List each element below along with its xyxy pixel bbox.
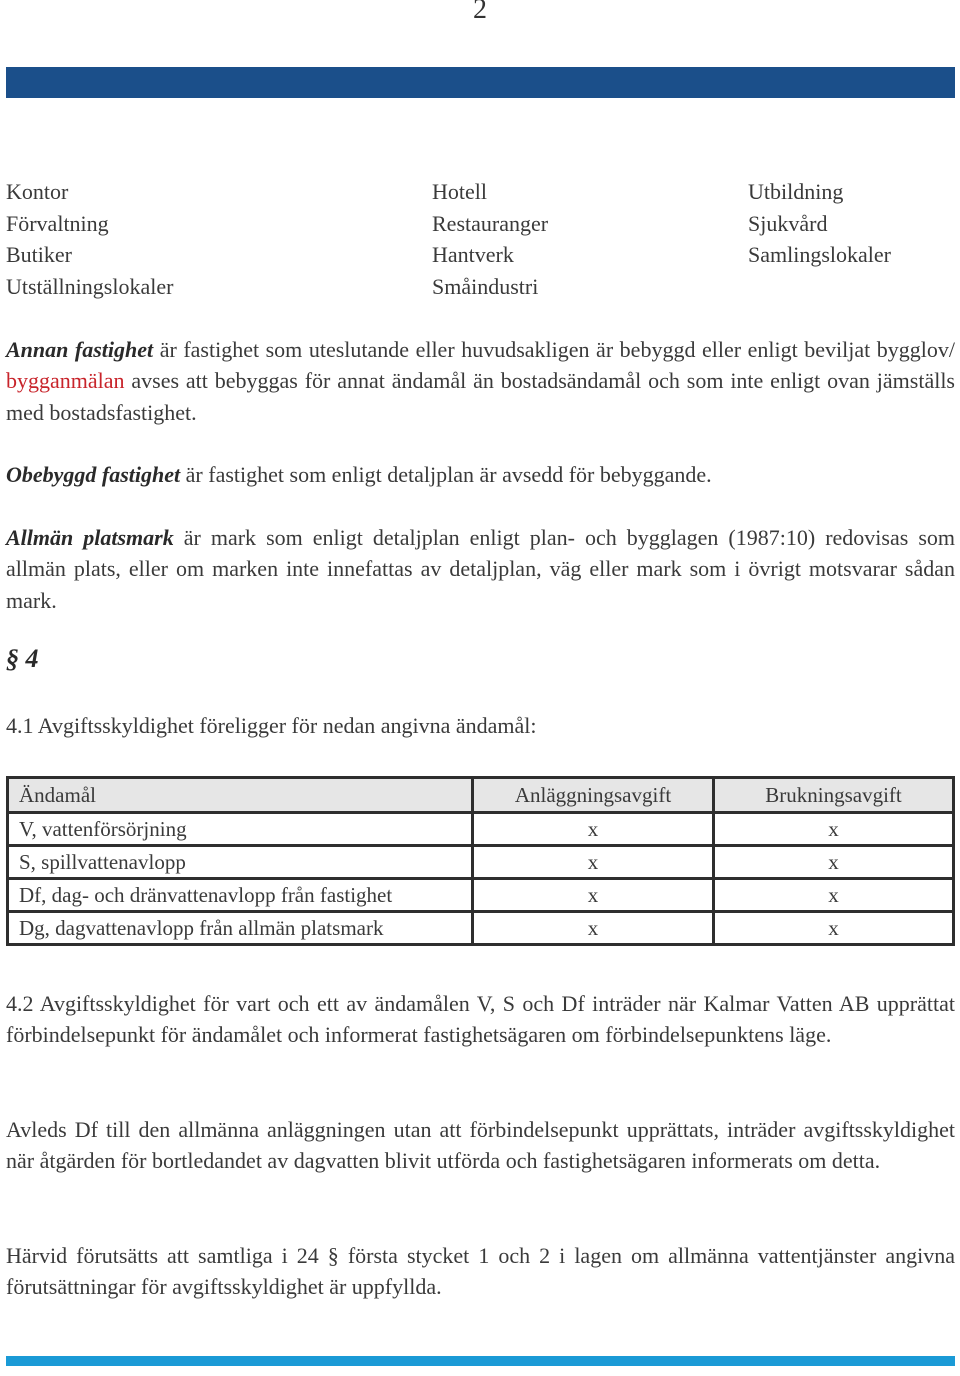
use-item: Samlingslokaler	[748, 242, 891, 267]
table-cell: x	[473, 846, 714, 879]
table-row	[8, 912, 954, 945]
use-item: Butiker	[6, 242, 72, 267]
term-allman-platsmark: Allmän platsmark	[6, 525, 174, 550]
column-header: Ändamål	[8, 778, 473, 813]
use-column-3	[748, 176, 891, 271]
table-row	[8, 846, 954, 879]
definition-text: är fastighet som enligt detaljplan är avsedd för bebyggande.	[180, 462, 712, 487]
definition-text: är mark som enligt detaljplan enligt plan- och bygglagen (1987:10) redovisas som allmän plats, eller om marken inte innefattas av detaljplan, väg eller mark som i övrigt motsvarar sådan mark.	[6, 525, 955, 613]
table-cell: x	[473, 813, 714, 846]
table-cell: x	[714, 879, 954, 912]
definition-obebyggd-fastighet	[6, 459, 955, 490]
use-item: Utställningslokaler	[6, 273, 174, 299]
table-row	[8, 813, 954, 846]
table-cell: S, spillvattenavlopp	[8, 846, 473, 879]
page-number: 2	[473, 0, 487, 25]
table-cell: Df, dag- och dränvattenavlopp från fastighet	[8, 879, 473, 912]
table-header-row	[8, 778, 954, 813]
use-item: Hotell	[432, 179, 487, 204]
table-cell: x	[714, 846, 954, 879]
use-item: Restauranger	[432, 210, 549, 236]
term-annan-fastighet: Annan fastighet	[6, 337, 154, 362]
table-cell: x	[473, 879, 714, 912]
section-heading: § 4	[6, 644, 39, 673]
use-item: Hantverk	[432, 242, 514, 267]
use-item: Småindustri	[432, 273, 539, 299]
table-cell: x	[714, 813, 954, 846]
table-cell: x	[714, 912, 954, 945]
definition-text: är fastighet som uteslutande eller huvudsakligen är bebyggd eller enligt beviljat bygglov/	[153, 337, 955, 362]
table-cell: x	[473, 912, 714, 945]
paragraph-4-2: 4.2 Avgiftsskyldighet för vart och ett av ändamålen V, S och Df inträder när Kalmar Vatten AB upprättat förbindelsepunkt för ändamålet och informerat fastighetsägaren om förbindelsepunktens läge.	[6, 991, 955, 1048]
column-header: Anläggningsavgift	[473, 778, 714, 813]
definition-allman-platsmark	[6, 522, 955, 616]
use-item: Förvaltning	[6, 210, 109, 236]
term-obebyggd-fastighet: Obebyggd fastighet	[6, 462, 181, 487]
link-bygganmalan: bygganmälan	[6, 368, 125, 394]
use-column-1	[6, 176, 173, 302]
definition-text: avses att bebyggas för annat ändamål än bostadsändamål och som inte enligt ovan jämställs med bostadsfastighet.	[6, 368, 955, 425]
building-use-list	[6, 176, 946, 306]
paragraph-avleds: Avleds Df till den allmänna anläggningen utan att förbindelsepunkt upprättats, inträder avgiftsskyldighet när åtgärden för bortledandet av dagvatten blivit utförda och fastighetsägaren informerats om detta.	[6, 1117, 955, 1174]
table-row	[8, 879, 954, 912]
table-cell: Dg, dagvattenavlopp från allmän platsmark	[8, 912, 473, 945]
header-bar	[6, 67, 955, 98]
fee-table	[6, 776, 955, 946]
definition-annan-fastighet	[6, 334, 955, 428]
use-column-2	[432, 176, 548, 302]
paragraph-harvid: Härvid förutsätts att samtliga i 24 § första stycket 1 och 2 i lagen om allmänna vattentjänster angivna förutsättningar för avgiftsskyldighet är uppfyllda.	[6, 1243, 955, 1300]
use-item: Utbildning	[748, 179, 844, 204]
table-cell: V, vattenförsörjning	[8, 813, 473, 846]
column-header: Brukningsavgift	[714, 778, 954, 813]
footer-bar	[6, 1356, 955, 1366]
paragraph-4-1: 4.1 Avgiftsskyldighet föreligger för nedan angivna ändamål:	[6, 713, 537, 738]
use-item: Kontor	[6, 179, 69, 204]
use-item: Sjukvård	[748, 210, 828, 236]
